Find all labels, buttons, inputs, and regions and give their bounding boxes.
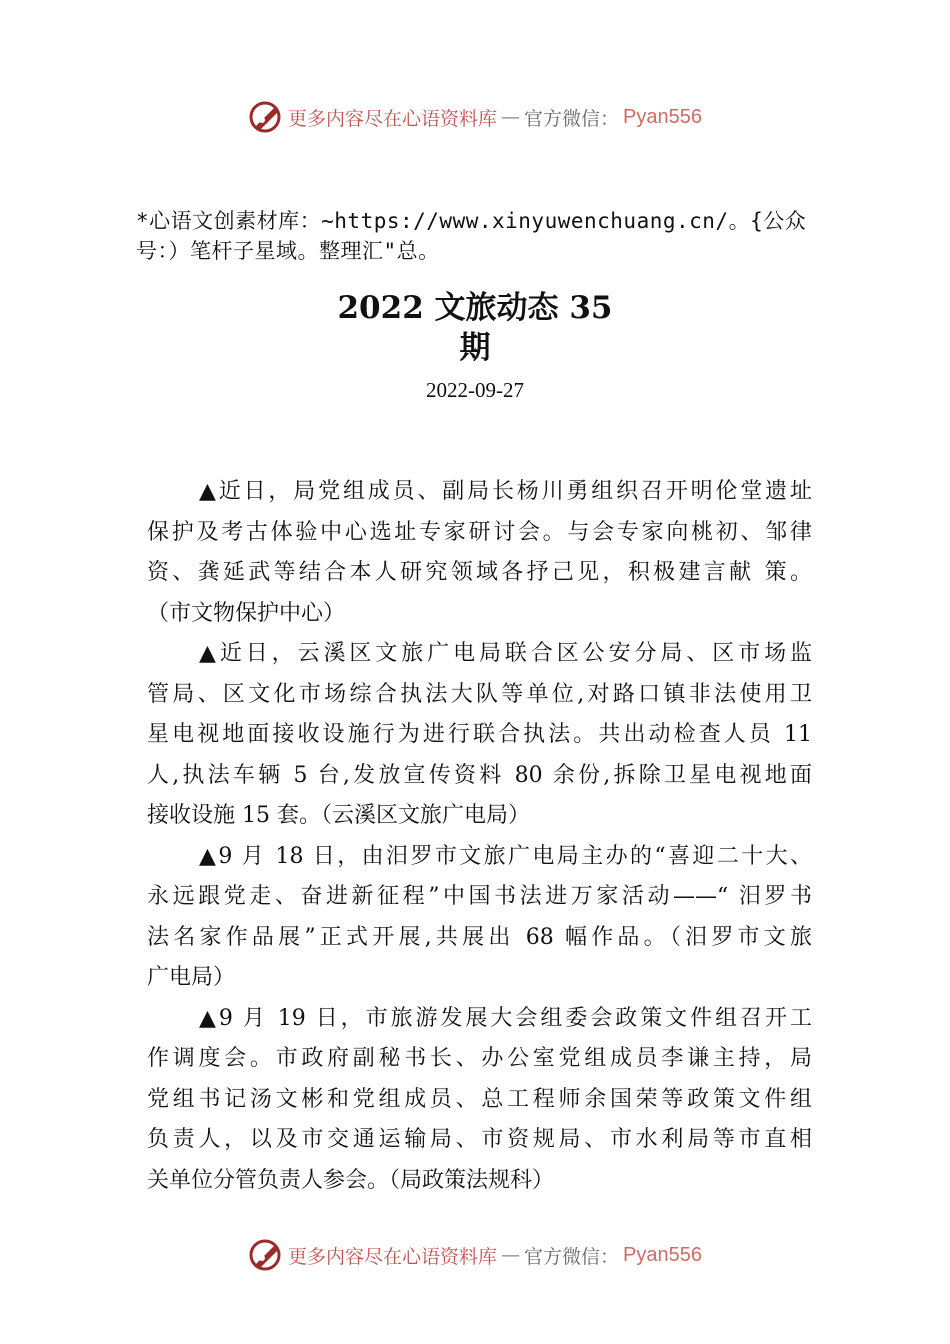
watermark-dash: — [501, 1244, 521, 1266]
paragraph-line: 广电局） [147, 965, 236, 990]
paragraph-line: 作调度会。市政府副秘书长、办公室党组成员李谦主持，局 [147, 1046, 812, 1071]
logo-icon [248, 1238, 284, 1272]
watermark-header [0, 100, 950, 134]
publish-date: 2022-09-27 [426, 378, 524, 402]
paragraph-line: 资、龚延武等结合本人研究领域各抒己见，积极建言献 策。 [147, 560, 812, 585]
watermark-footer [0, 1238, 950, 1272]
watermark-label: 官方微信： [524, 107, 620, 130]
watermark-label: 官方微信： [524, 1245, 620, 1268]
paragraph-line: 人,执法车辆 5 台,发放宣传资料 80 余份,拆除卫星电视地面 [147, 762, 812, 788]
news-paragraph [147, 634, 812, 837]
note-line: 号：）笔杆子星域。整理汇"总。 [136, 239, 440, 263]
paragraph-line: 永远跟党走、奋进新征程”中国书法进万家活动——“ 汨罗书 [147, 884, 812, 909]
paragraph-line: 星电视地面接收设施行为进行联合执法。共出动检查人员 11 [147, 722, 812, 747]
paragraph-line: 接收设施 15 套。（云溪区文旅广电局） [147, 803, 530, 828]
paragraph-line: 关单位分管负责人参会。（局政策法规科） [147, 1167, 555, 1193]
paragraph-line: ▲9 月 18 日，由汨罗市文旅广电局主办的“喜迎二十大、 [199, 843, 812, 869]
logo-icon [248, 100, 284, 134]
article-body [147, 472, 812, 1201]
paragraph-line: 党组书记汤文彬和党组成员、总工程师余国荣等政策文件组 [147, 1086, 812, 1112]
title-line: 期 [459, 330, 491, 366]
watermark-text: 更多内容尽在心语资料库 [288, 107, 498, 130]
paragraph-line: 法名家作品展”正式开展,共展出 68 幅作品。（汨罗市文旅 [147, 924, 812, 950]
paragraph-line: 保护及考古体验中心选址专家研讨会。与会专家向桃初、邹律 [147, 519, 812, 545]
watermark-dash: — [501, 106, 521, 128]
source-note [136, 206, 826, 266]
news-paragraph [147, 999, 812, 1202]
paragraph-line: 管局、区文化市场综合执法大队等单位,对路口镇非法使用卫 [147, 681, 812, 707]
news-paragraph [147, 837, 812, 999]
paragraph-line: ▲9 月 19 日，市旅游发展大会组委会政策文件组召开工 [199, 1005, 812, 1031]
paragraph-line: ▲近日，云溪区文旅广电局联合区公安分局、区市场监 [199, 641, 812, 666]
watermark-text: 更多内容尽在心语资料库 [288, 1245, 498, 1268]
paragraph-line: 负责人，以及市交通运输局、市资规局、市水利局等市直相 [147, 1127, 812, 1152]
title-line: 2022 文旅动态 35 [337, 290, 613, 326]
news-paragraph [147, 472, 812, 634]
watermark-id: Pyan556 [623, 105, 702, 128]
page-title [0, 288, 950, 368]
watermark-id: Pyan556 [623, 1243, 702, 1266]
paragraph-line: （市文物保护中心） [147, 600, 346, 626]
note-line: *心语文创素材库：~https://www.xinyuwenchuang.cn/。{公众 [136, 209, 807, 233]
paragraph-line: ▲近日，局党组成员、副局长杨川勇组织召开明伦堂遗址 [199, 479, 812, 504]
